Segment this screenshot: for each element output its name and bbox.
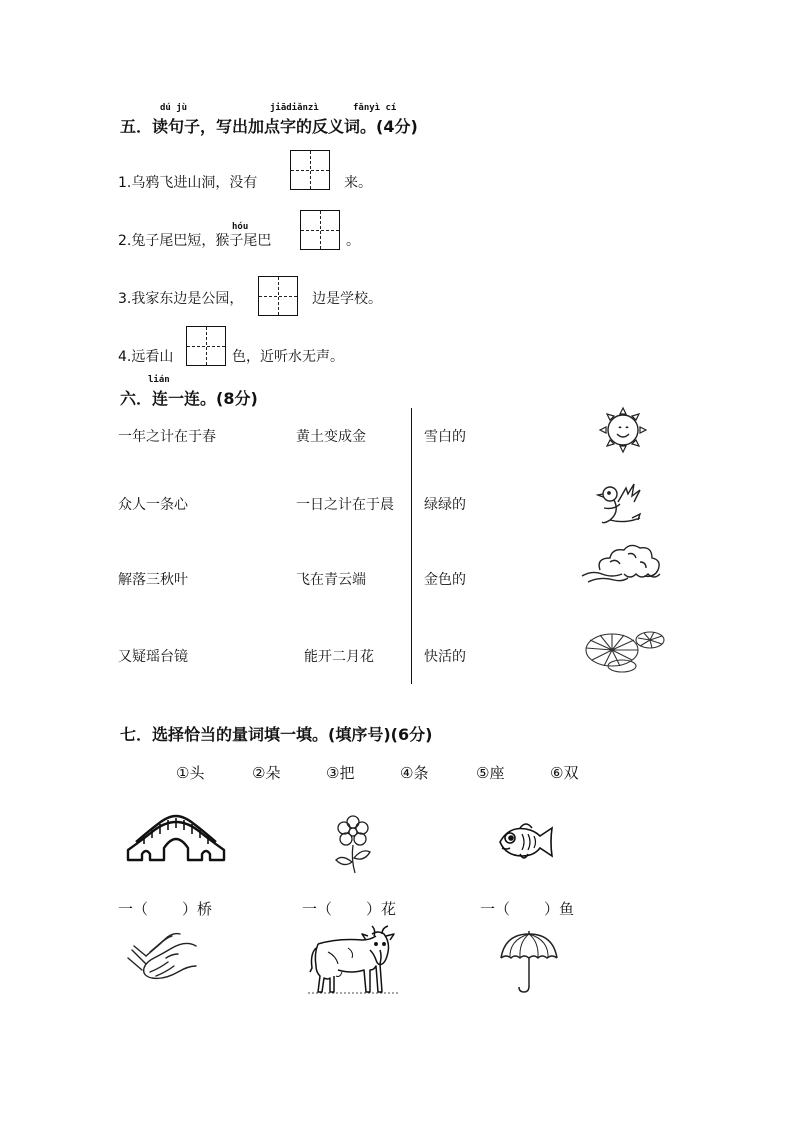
s5-item2-before: 2.兔子尾巴短，猴子尾巴 <box>118 233 272 249</box>
s6-left1-item[interactable]: 解落三秋叶 <box>118 572 188 588</box>
option-1[interactable]: ①头 <box>176 764 205 782</box>
s6-right-item[interactable]: 绿绿的 <box>424 497 466 513</box>
option-2[interactable]: ②朵 <box>252 764 281 782</box>
option-4[interactable]: ④条 <box>400 764 429 782</box>
blank1-prefix: 一（ <box>118 900 149 918</box>
s6-left1-item[interactable]: 又疑瑶台镜 <box>118 649 188 665</box>
s5-item1-after: 来。 <box>344 175 372 191</box>
blank2-input[interactable] <box>334 898 366 918</box>
pinyin-jiadianzi: jiādiǎnzì <box>270 103 319 113</box>
s6-left1-item[interactable]: 众人一条心 <box>118 497 188 513</box>
option-3[interactable]: ③把 <box>326 764 355 782</box>
option-6[interactable]: ⑥双 <box>550 764 579 782</box>
section6-heading: 六．连一连。(8分) <box>120 389 258 408</box>
s6-left2-item[interactable]: 能开二月花 <box>304 649 374 665</box>
cloud-icon[interactable] <box>580 540 672 588</box>
pinyin-fanyici: fǎnyì cí <box>353 103 397 113</box>
option-5[interactable]: ⑤座 <box>476 764 505 782</box>
blank1-suffix: ）桥 <box>182 900 213 918</box>
bird-icon[interactable] <box>596 482 652 528</box>
cow-icon <box>308 922 400 994</box>
s5-item1-answer-box[interactable] <box>290 150 330 190</box>
blank3-suffix: ）鱼 <box>544 900 575 918</box>
s6-left2-item[interactable]: 飞在青云端 <box>296 572 366 588</box>
pinyin-lian: lián <box>148 375 170 385</box>
s6-right-item[interactable]: 快活的 <box>424 649 466 665</box>
s6-right-item[interactable]: 金色的 <box>424 572 466 588</box>
blank3-input[interactable] <box>512 898 544 918</box>
pinyin-hou: hóu <box>232 222 249 232</box>
s5-item4-answer-box[interactable] <box>186 326 226 366</box>
s6-right-item[interactable]: 雪白的 <box>424 429 466 445</box>
lotus-leaf-icon[interactable] <box>582 622 666 674</box>
section5-heading: 五．读句子，写出加点字的反义词。(4分) <box>120 117 418 136</box>
s5-item3-before: 3.我家东边是公园， <box>118 291 244 307</box>
column-divider <box>411 408 412 684</box>
s5-item3-after: 边是学校。 <box>312 291 382 307</box>
s5-item2-after: 。 <box>346 233 360 249</box>
s6-left2-item[interactable]: 黄土变成金 <box>296 429 366 445</box>
section7-heading: 七．选择恰当的量词填一填。(填序号)(6分) <box>120 725 433 744</box>
sun-icon[interactable] <box>592 402 654 458</box>
flower-icon <box>330 814 376 874</box>
blank3-prefix: 一（ <box>480 900 511 918</box>
bridge-icon <box>126 812 226 864</box>
umbrella-icon <box>498 930 560 996</box>
s6-left2-item[interactable]: 一日之计在于晨 <box>296 497 394 513</box>
s5-item2-answer-box[interactable] <box>300 210 340 250</box>
s6-left1-item[interactable]: 一年之计在于春 <box>118 429 216 445</box>
hands-icon <box>126 932 200 982</box>
pinyin-duju: dú jù <box>160 103 188 113</box>
s5-item1-before: 1.乌鸦飞进山洞，没有 <box>118 175 258 191</box>
s5-item4-after: 色，近听水无声。 <box>232 349 344 365</box>
s5-item3-answer-box[interactable] <box>258 276 298 316</box>
s5-item4-before: 4.远看山 <box>118 349 174 365</box>
blank2-suffix: ）花 <box>366 900 397 918</box>
fish-icon <box>494 818 556 864</box>
blank2-prefix: 一（ <box>302 900 333 918</box>
blank1-input[interactable] <box>150 898 182 918</box>
